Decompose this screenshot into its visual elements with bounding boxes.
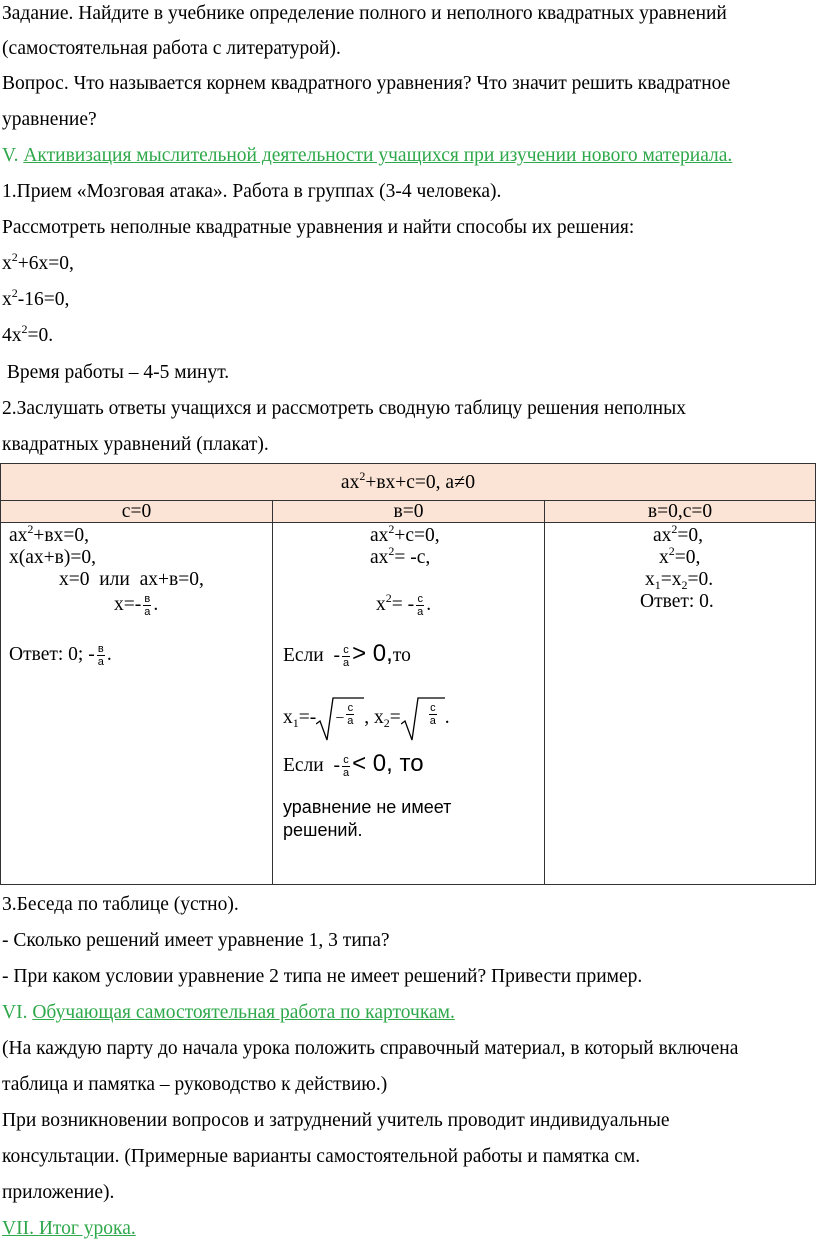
frac-num: с — [343, 754, 349, 767]
c2-condition-negative — [283, 750, 424, 780]
c2-row2 — [370, 544, 431, 569]
c2-if2: Если - — [283, 755, 340, 776]
c1-r5: Ответ: 0; - — [9, 643, 95, 665]
frac-den: а — [429, 714, 436, 727]
sub-1: 1 — [654, 578, 661, 592]
c2-roots: $х_1=-$ с а − , $х_2=$ с а . — [283, 695, 450, 742]
exp: 2 — [385, 590, 392, 605]
consult-line-1: При возникновении вопросов и затруднений учитель проводит индивидуальные — [2, 1110, 670, 1131]
step-1-line: 1.Прием «Мозговая атака». Работа в группах (3-4 человека). — [2, 181, 502, 202]
header-b: +вх+с=0, а — [365, 471, 455, 493]
exp: 2 — [388, 544, 395, 558]
c2-no-solution-1: уравнение не имеет — [283, 797, 452, 817]
c2-no-solution-2: решений. — [283, 820, 363, 840]
frac-den: а — [417, 606, 424, 618]
frac-den: а — [342, 657, 350, 670]
eq2-a: х — [2, 289, 12, 310]
c2-r3b: = - — [391, 593, 415, 615]
section-6-heading — [2, 1001, 455, 1025]
c3-r1a: ах — [653, 525, 672, 546]
table-header — [1, 464, 816, 501]
section-7-title: VII. Итог урока. — [2, 1218, 136, 1239]
consult-line-2: консультации. (Примерные варианты самостоятельной работы и памятка см. — [2, 1146, 641, 1167]
summary-table — [0, 463, 816, 885]
question-1: - Сколько решений имеет уравнение 1, 3 типа? — [2, 930, 390, 951]
cell-b0c0 — [545, 523, 816, 885]
frac-den: а — [342, 767, 350, 780]
section-6-number: VI. — [2, 1002, 28, 1023]
exp: 2 — [21, 322, 28, 336]
fraction-b-over-a — [143, 593, 151, 618]
c3-r2a: х — [659, 547, 669, 568]
header-a: ах — [340, 471, 360, 493]
c3-row2 — [659, 544, 701, 569]
fraction-c-over-a — [429, 702, 437, 727]
c1-row1 — [9, 522, 89, 547]
section-6-title: Обучающая самостоятельная работа по карточкам. — [32, 1002, 455, 1023]
question-line-2: уравнение? — [2, 109, 97, 130]
c2-x2b: = — [389, 707, 401, 728]
step-2-line-1: 2.Заслушать ответы учащихся и рассмотреть сводную таблицу решения неполных — [2, 398, 686, 419]
c2-x1: х — [283, 707, 293, 728]
c2-r1b: +с=0, — [394, 525, 440, 546]
c2-r2a: ах — [370, 547, 389, 568]
c1-row4: х=- $\frac{в}{а}$ . — [114, 593, 159, 618]
section-7-heading — [2, 1217, 136, 1241]
c3-r3c: =0. — [687, 569, 714, 590]
step-2-line-2: квадратных уравнений (плакат). — [2, 434, 269, 455]
c2-then1: то — [392, 645, 411, 666]
c1-r1a: ах — [9, 525, 28, 546]
note-line-1: (На каждую парту до начала урока положить справочный материал, в который включена — [2, 1038, 739, 1059]
c1-r1b: +вх=0, — [33, 525, 89, 546]
question-2: - При каком условии уравнение 2 типа не имеет решений? Привести пример. — [2, 966, 643, 987]
consult-line-3: приложение). — [2, 1182, 115, 1203]
exp: 2 — [27, 522, 34, 536]
eq1-b: +6х=0, — [17, 253, 74, 274]
eq3-b: =0. — [27, 325, 54, 346]
frac-den: а — [144, 606, 151, 618]
sub-1: 1 — [292, 716, 299, 730]
eq2-b: -16=0, — [17, 289, 70, 310]
minus-sign: − — [335, 709, 345, 727]
c1-answer: Ответ: 0; - $\frac{в}{а}$ . — [9, 643, 112, 668]
c3-row3 — [645, 569, 713, 591]
work-time: Время работы – 4-5 минут. — [2, 362, 230, 383]
c3-r2b: =0, — [674, 547, 701, 568]
c1-r4: х=- — [114, 593, 142, 615]
c2-if1: Если - — [283, 645, 340, 666]
col-head-c0: с=0 — [1, 501, 273, 523]
frac-num: в — [144, 593, 151, 605]
fraction-c-over-a — [342, 754, 350, 779]
less-than-zero: < 0, то — [352, 750, 424, 777]
c2-r3a: х — [376, 593, 386, 615]
sqrt-icon — [316, 696, 364, 742]
frac-den: а — [347, 714, 354, 727]
section-5-title: Активизация мыслительной деятельности учащихся при изучении нового материала. — [23, 145, 733, 166]
c1-row3: х=0 или ах+в=0, — [59, 569, 204, 590]
c2-x1b: =- — [298, 707, 317, 728]
frac-num: с — [430, 701, 436, 714]
equation-3 — [2, 324, 53, 348]
c2-r2b: = -с, — [394, 547, 431, 568]
frac-num: с — [343, 644, 349, 657]
c2-condition-positive — [283, 640, 411, 670]
equation-1 — [2, 252, 74, 276]
task-line-2: (самостоятельная работа с литературой). — [2, 38, 341, 59]
c3-r1b: =0, — [677, 525, 704, 546]
sub-2: 2 — [383, 716, 390, 730]
fraction-c-over-a — [416, 593, 424, 618]
exp: 2 — [388, 522, 395, 536]
sqrt-icon — [401, 696, 445, 742]
frac-num: с — [417, 593, 423, 605]
frac-num: в — [97, 643, 104, 655]
cell-b0 — [273, 523, 545, 885]
section-5-number: V. — [2, 145, 19, 166]
col-head-b0c0: в=0,с=0 — [545, 501, 816, 523]
greater-than-zero: > 0, — [352, 640, 393, 667]
col-head-b0: в=0 — [273, 501, 545, 523]
exp: 2 — [359, 468, 366, 483]
step-3-line: 3.Беседа по таблице (устно). — [2, 894, 239, 915]
c3-r3a: х — [645, 569, 655, 590]
exp: 2 — [11, 286, 18, 300]
c2-x2: , х — [364, 707, 384, 728]
cell-c0 — [1, 523, 273, 885]
task-instruction: Рассмотреть неполные квадратные уравнения и найти способы их решения: — [2, 217, 635, 238]
c3-r3b: =х — [660, 569, 682, 590]
exp: 2 — [11, 250, 18, 264]
section-5-heading — [2, 144, 732, 168]
c3-answer: Ответ: 0. — [640, 591, 714, 612]
fraction-b-over-a — [97, 643, 105, 668]
frac-num: с — [347, 701, 354, 714]
c2-row1 — [370, 522, 440, 547]
exp: 2 — [671, 522, 678, 536]
frac-den: а — [97, 656, 104, 668]
eq3-a: 4х — [2, 325, 22, 346]
task-line-1: Задание. Найдите в учебнике определение полного и неполного квадратных уравнений — [2, 3, 727, 24]
question-line-1: Вопрос. Что называется корнем квадратного уравнения? Что значит решить квадратное — [2, 73, 731, 94]
c3-row1 — [653, 522, 704, 547]
eq1-a: х — [2, 253, 12, 274]
sub-2: 2 — [681, 578, 688, 592]
note-line-2: таблица и памятка – руководство к действию.) — [2, 1074, 388, 1095]
not-equal-zero: ≠0 — [454, 470, 476, 493]
equation-2 — [2, 288, 69, 312]
c2-row3: $х^2=$ - $\frac{с}{а}$ . — [376, 590, 432, 618]
c2-r1a: ах — [370, 525, 389, 546]
fraction-c-over-a — [342, 644, 350, 669]
fraction-c-over-a — [346, 702, 354, 727]
c1-row2: х(ах+в)=0, — [9, 547, 96, 568]
exp: 2 — [668, 544, 675, 558]
